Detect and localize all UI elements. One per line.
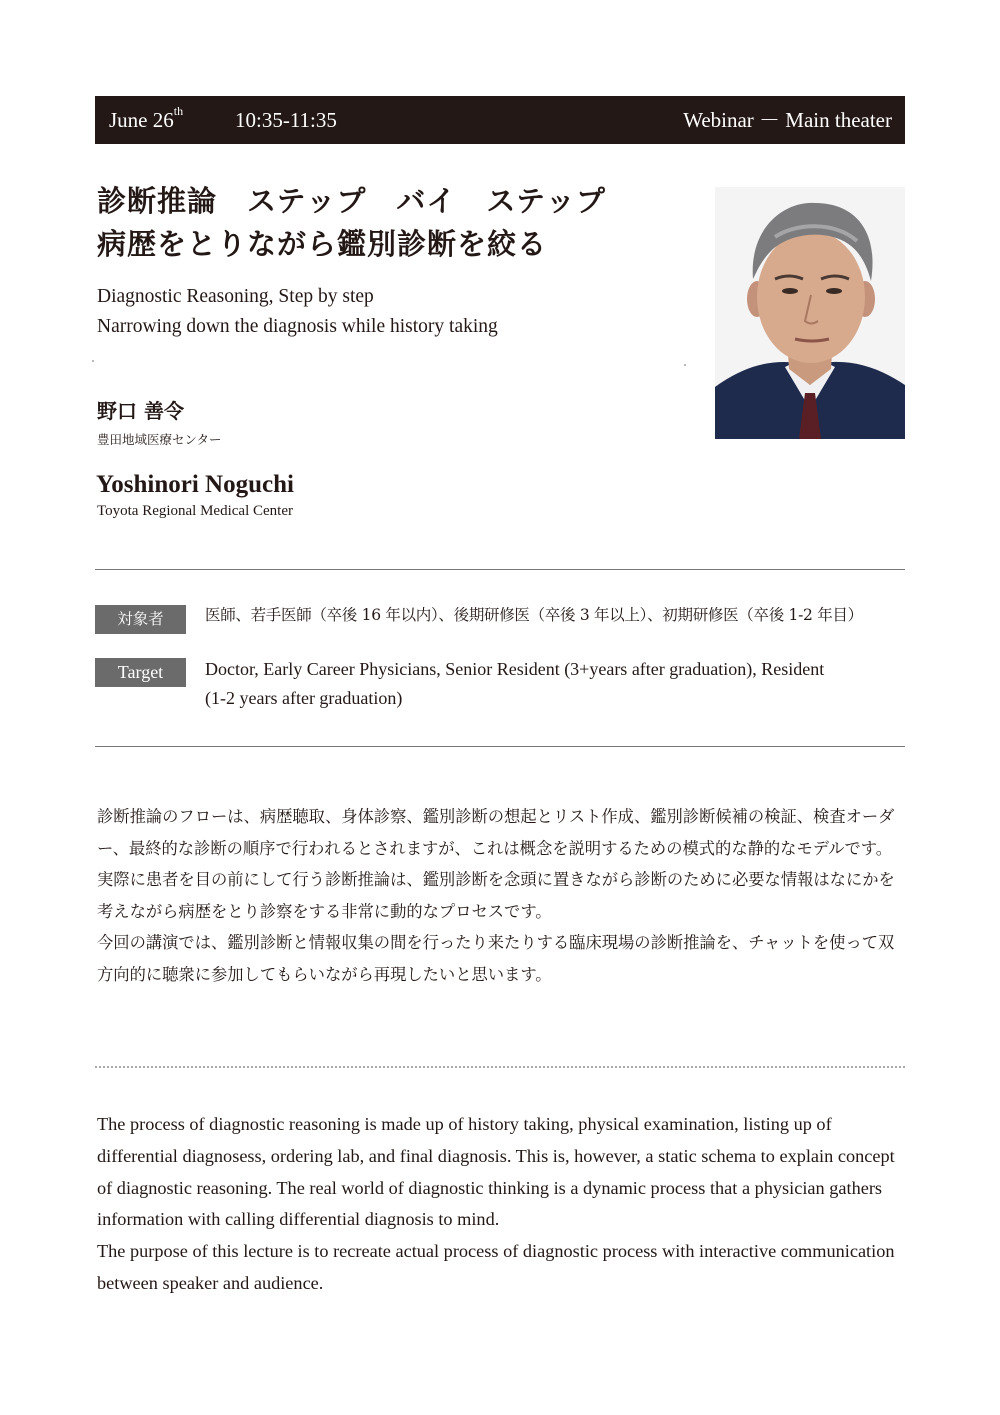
abstract-english [97,1109,907,1300]
target-text-jp: 医師、若手医師（卒後 16 年以内）、後期研修医（卒後 3 年以上）、初期研修医（卒後 1-2 年目） [205,606,863,624]
speaker-name-en: Yoshinori Noguchi [96,471,294,498]
title-english [97,282,697,342]
speaker-portrait-photo [715,187,905,439]
decorative-dot [92,360,94,362]
title-japanese [97,180,697,266]
session-time: 10:35-11:35 [235,108,337,132]
session-header-bar [95,96,905,144]
speaker-affiliation-jp: 豊田地域医療センター [97,432,222,447]
target-label-en: Target [95,658,186,687]
session-venue: Webinar － Main theater [683,108,892,132]
abstract-jp-paragraph: 今回の講演では、鑑別診断と情報収集の間を行ったり来たりする臨床現場の診断推論を、チャットを使って双方向的に聴衆に参加してもらいながら再現したいと思います。 [97,933,895,984]
abstract-en-paragraph: The process of diagnostic reasoning is made up of history taking, physical examination, listing up of differential diagnosess, ordering lab, and final diagnosis. This is, however, a static schema to explain concept of diagnostic reasoning. The real world of diagnostic thinking is a dynamic process that a physician gathers information with calling differential diagnosis to mind. [97,1114,895,1230]
divider-bottom [95,746,905,747]
abstract-japanese [97,801,909,990]
abstract-jp-paragraph: 診断推論のフローは、病歴聴取、身体診察、鑑別診断の想起とリスト作成、鑑別診断候補の検証、検査オーダー、最終的な診断の順序で行われるとされますが、これは概念を説明するための模式的な静的なモデルです。 [97,807,895,858]
target-text-en [205,655,905,713]
session-date: June 26th [109,104,184,132]
title-en-line-1: Diagnostic Reasoning, Step by step [97,286,374,307]
dotted-divider [95,1066,905,1068]
target-en-line-1: Doctor, Early Career Physicians, Senior Resident (3+years after graduation), Resident [205,659,825,679]
decorative-dot [684,364,686,366]
title-en-line-2: Narrowing down the diagnosis while history taking [97,316,498,337]
divider-top [95,569,905,570]
speaker-name-jp: 野口 善令 [97,399,184,423]
title-jp-line-2: 病歴をとりながら鑑別診断を絞る [97,227,548,261]
speaker-affiliation-en: Toyota Regional Medical Center [97,503,293,519]
target-label-jp: 対象者 [95,605,186,634]
abstract-jp-paragraph: 実際に患者を目の前にして行う診断推論は、鑑別診断を念頭に置きながら診断のために必要な情報はなにかを考えながら病歴をとり診察をする非常に動的なプロセスです。 [97,870,895,921]
speaker-portrait-icon [715,187,905,439]
title-jp-line-1: 診断推論 ステップ バイ ステップ [97,184,606,218]
abstract-en-paragraph: The purpose of this lecture is to recreate actual process of diagnostic process with interactive communication between speaker and audience. [97,1241,895,1293]
target-en-line-2: (1-2 years after graduation) [205,688,403,708]
